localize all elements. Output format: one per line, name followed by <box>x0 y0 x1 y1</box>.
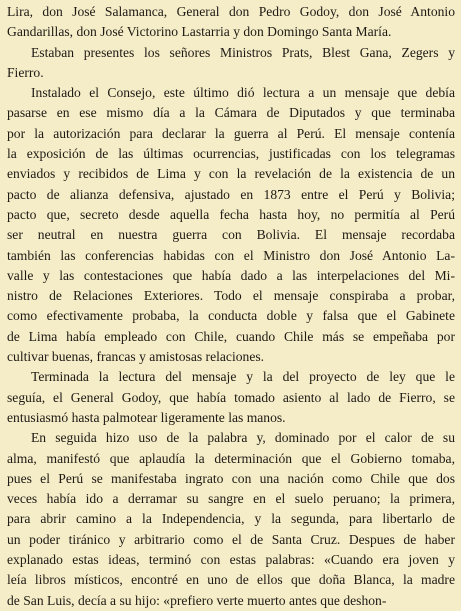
text-line: Fierro. <box>7 64 44 80</box>
text-line: Gandarillas, don José Victorino Lastarria y don Domingo Santa María. <box>7 24 392 40</box>
text-line: En seguida hizo uso de la palabra y, dominado por el calor de su <box>31 430 455 446</box>
text-line: pasarse en ese mismo día a la Cámara de Diputados y que terminaba <box>7 105 455 121</box>
body-text <box>7 2 455 611</box>
text-line: de San Luis, decía a su hijo: «prefiero verte muerto antes que deshon- <box>7 592 387 608</box>
text-line: leía libros místicos, encontré en uno de ellos que doña Blanca, la madre <box>7 572 455 588</box>
paragraph <box>7 428 455 611</box>
text-line: veces había ido a derramar su sangre en el suelo peruano; la primera, <box>7 491 455 507</box>
paragraph <box>7 83 455 367</box>
text-line: como efectivamente probaba, la conducta doble y falsa que el Gabinete <box>7 308 455 324</box>
paragraph <box>7 43 455 84</box>
text-line: Terminada la lectura del mensaje y la del proyecto de ley que le <box>31 369 455 385</box>
text-line: Estaban presentes los señores Ministros Prats, Blest Gana, Zegers y <box>31 44 455 60</box>
text-line: enviados y recibidos de Lima y con la revelación de la existencia de un <box>7 166 455 182</box>
text-line: alma, manifestó que aplaudía la determinación que el Gobierno tomaba, <box>7 450 455 466</box>
text-line: de Lima había empleado con Chile, cuando Chile más se empeñaba por <box>7 328 455 344</box>
paragraph <box>7 367 455 428</box>
text-line: explanado estas ideas, terminó con estas palabras: «Cuando era joven y <box>7 552 455 568</box>
text-line: Instalado el Consejo, este último dió lectura a un mensaje que debía <box>31 85 455 101</box>
text-line: Lira, don José Salamanca, General don Pedro Godoy, don José Antonio <box>7 4 455 19</box>
text-line: pacto de alianza defensiva, ajustado en 1873 entre el Perú y Bolivia; <box>7 186 455 202</box>
text-line: para abrir camino a la Independencia, y la segunda, para libertarlo de <box>7 511 455 527</box>
text-line: un poder tiránico y arbitrario como el de Santa Cruz. Despues de haber <box>7 531 455 547</box>
text-line: seguía, el General Godoy, que había tomado asiento al lado de Fierro, se <box>7 389 455 405</box>
paragraph <box>7 2 455 43</box>
text-line: la exposición de las últimas ocurrencias, justificadas con los telegramas <box>7 146 455 162</box>
text-line: pues el Perú se manifestaba ingrato con una nación como Chile que dos <box>7 470 455 486</box>
text-line: ser neutral en nuestra guerra con Bolivia. El mensaje recordaba <box>7 227 455 243</box>
text-line: valle y las contestaciones que había dado a las interpelaciones del Mi- <box>7 267 455 283</box>
text-line: pacto que, secreto desde aquella fecha hasta hoy, no permitía al Perú <box>7 206 455 222</box>
text-line: cultivar buenas, francas y amistosas relaciones. <box>7 349 265 365</box>
text-line: nistro de Relaciones Exteriores. Todo el mensaje conspiraba a probar, <box>7 288 455 304</box>
text-line: por la autorización para declarar la guerra al Perú. El mensaje contenía <box>7 125 455 141</box>
text-line: entusiasmó hasta palmotear ligeramente las manos. <box>7 409 286 425</box>
text-line: también las conferencias habidas con el Ministro don José Antonio La- <box>7 247 455 263</box>
